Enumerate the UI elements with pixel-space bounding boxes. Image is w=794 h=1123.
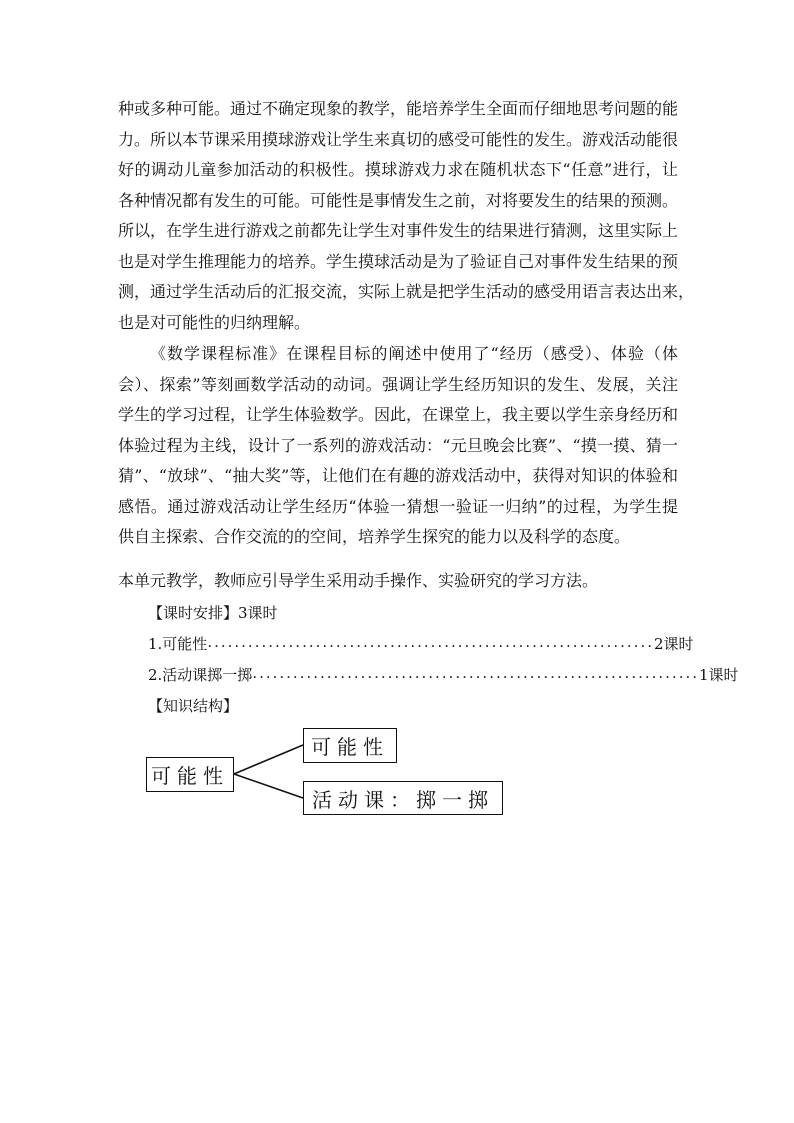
structure-child-box-probability: 可能性 xyxy=(303,728,397,763)
summary-text: 本单元教学，教师应引导学生采用动手操作、实验研究的学习方法。 xyxy=(118,571,599,590)
toc-hours: 1课时 xyxy=(699,666,739,684)
text-line: 感悟。通过游戏活动让学生经历“体验一猜想一验证一归纳”的过程，为学生提 xyxy=(118,496,678,516)
structure-heading: 【知识结构】 xyxy=(148,697,239,715)
text-line: 学生的学习过程，让学生体验数学。因此，在课堂上，我主要以学生亲身经历和 xyxy=(118,405,679,424)
text-line: 会）、探索”等刻画数学活动的动词。强调让学生经历知识的发生、发展，关注 xyxy=(118,374,678,394)
text-line: 猜”、“放球”、“抽大奖”等，让他们在有趣的游戏活动中，获得对知识的体验和 xyxy=(118,466,678,485)
text-line: 测，通过学生活动后的汇报交流，实际上就是把学生活动的感受用语言表达出来， xyxy=(118,282,695,301)
text-line: 好的调动儿童参加活动的积极性。摸球游戏力求在随机状态下“任意”进行，让 xyxy=(118,160,678,179)
text-line: 体验过程为主线，设计了一系列的游戏活动：“元旦晚会比赛”、“摸一摸、猜一 xyxy=(118,435,678,455)
toc-leader: .................................................................. xyxy=(207,633,655,651)
text-line: 也是对学生推理能力的培养。学生摸球活动是为了验证自己对事件发生结果的预 xyxy=(118,251,679,271)
toc-leader: .................................................................. xyxy=(252,664,700,682)
text-line: 《数学课程标准》在课程目标的阐述中使用了“经历（感受）、体验（体 xyxy=(150,344,678,363)
connector-line-bottom xyxy=(234,774,303,798)
toc-label: 2.活动课掷一掷 xyxy=(148,666,253,684)
toc-hours: 2课时 xyxy=(654,635,694,653)
structure-root-box: 可能性 xyxy=(146,757,234,792)
structure-child-box-activity: 活动课：掷一掷 xyxy=(303,781,503,815)
toc-label: 1.可能性 xyxy=(148,635,208,653)
text-line: 种或多种可能。通过不确定现象的教学，能培养学生全面而仔细地思考问题的能 xyxy=(118,99,679,118)
text-line: 力。所以本节课采用摸球游戏让学生来真切的感受可能性的发生。游戏活动能很 xyxy=(118,129,679,149)
text-line: 所以，在学生进行游戏之前都先让学生对事件发生的结果进行猜测，这里实际上 xyxy=(118,221,679,240)
text-line: 各种情况都有发生的可能。可能性是事情发生之前，对将要发生的结果的预测。 xyxy=(118,190,679,210)
schedule-heading: 【课时安排】3课时 xyxy=(148,604,278,622)
connector-line-top xyxy=(234,745,303,774)
text-line: 也是对可能性的归纳理解。 xyxy=(118,312,311,332)
text-line: 供自主探索、合作交流的的空间，培养学生探究的能力以及科学的态度。 xyxy=(118,527,631,546)
